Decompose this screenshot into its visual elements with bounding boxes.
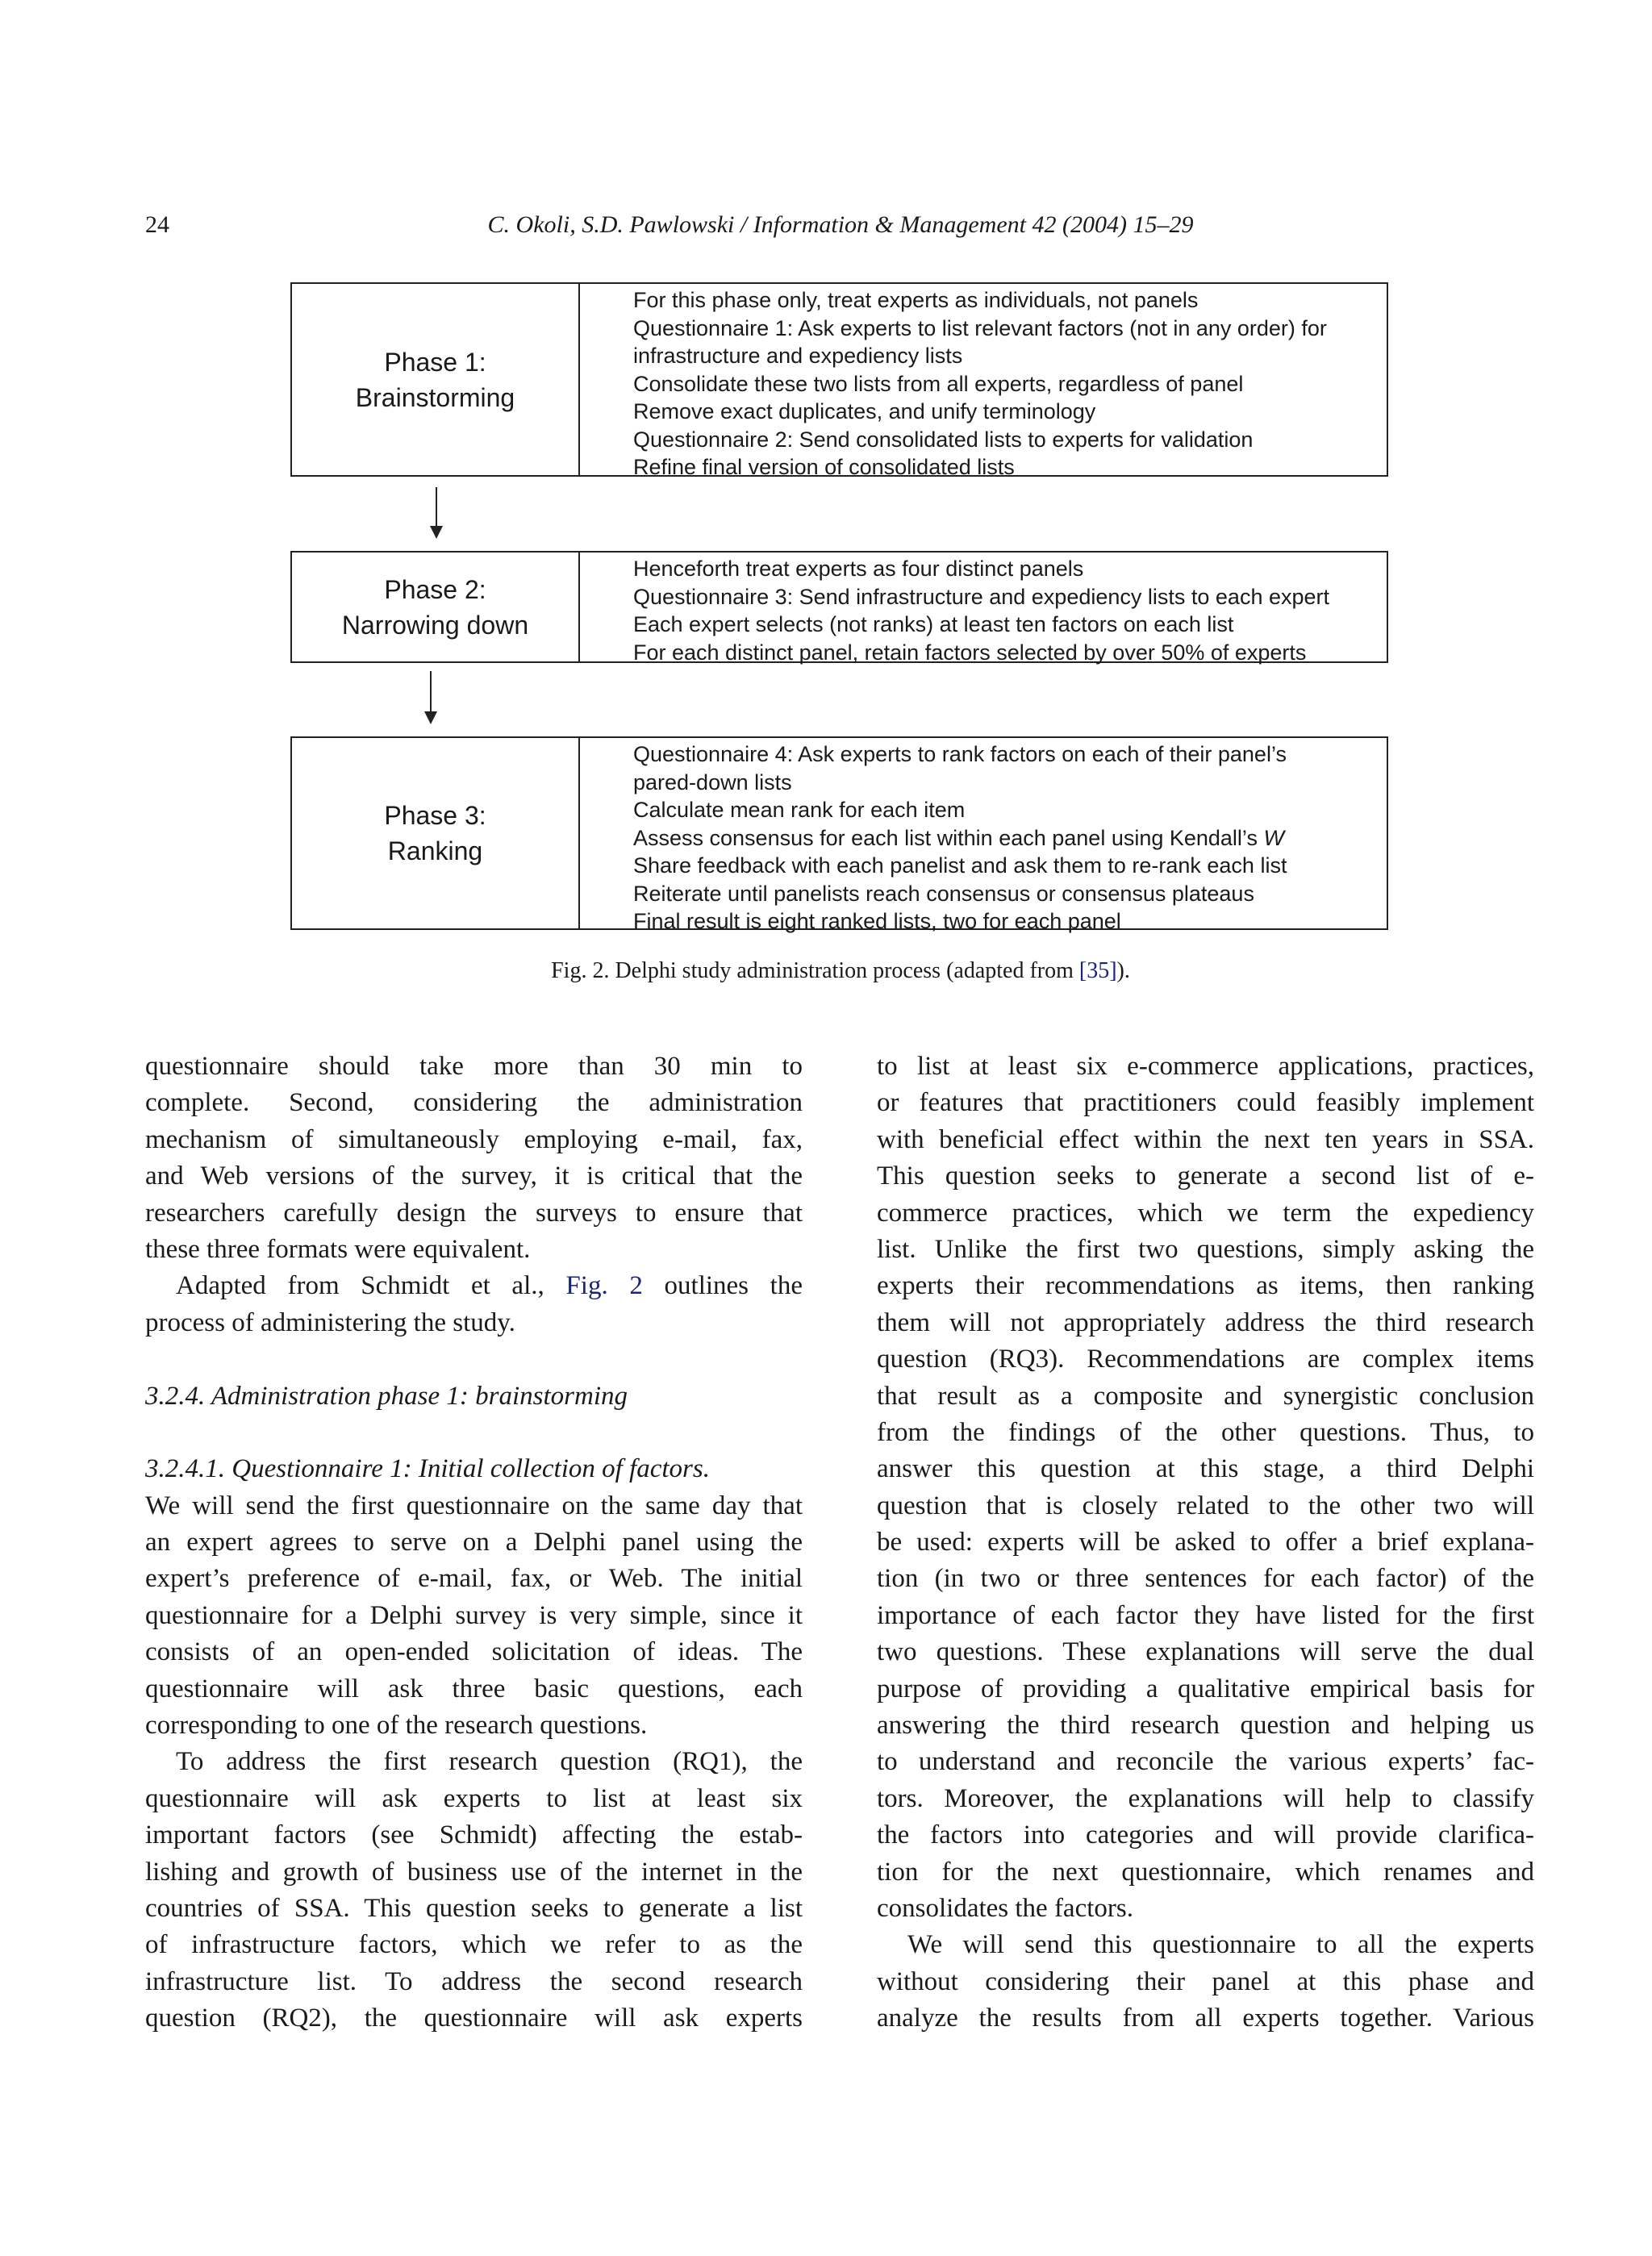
text-line: be used: experts will be asked to offer a brief explana-	[877, 1528, 1534, 1558]
phase-item: pared-down lists	[633, 769, 792, 794]
page-number: 24	[145, 211, 169, 238]
text-line: these three formats were equivalent.	[145, 1234, 531, 1264]
text-line: an expert agrees to serve on a Delphi panel using the	[145, 1528, 803, 1558]
phase-3-items	[580, 738, 1287, 933]
text-line: list. Unlike the first two questions, simply asking the	[877, 1234, 1534, 1264]
phase-item: Each expert selects (not ranks) at least ten factors on each list	[633, 612, 1234, 636]
text-line: countries of SSA. This question seeks to generate a list	[145, 1893, 803, 1923]
phase-item: For each distinct panel, retain factors selected by over 50% of experts	[633, 640, 1307, 665]
text-line: to list at least six e-commerce applications, practices,	[877, 1052, 1534, 1081]
text-line: tion (in two or three sentences for each factor) of the	[877, 1564, 1534, 1594]
text-line: of infrastructure factors, which we refer to as the	[145, 1930, 803, 1960]
text-line	[145, 1268, 803, 1304]
text-line: expert’s preference of e-mail, fax, or Web. The initial	[145, 1564, 803, 1594]
phase-item: Henceforth treat experts as four distinct panels	[633, 557, 1084, 581]
phase-item: For this phase only, treat experts as individuals, not panels	[633, 288, 1199, 312]
phase-item: Share feedback with each panelist and ask them to re-rank each list	[633, 853, 1287, 878]
text-line: questionnaire will ask experts to list at least six	[145, 1783, 803, 1813]
phase-label-line: Narrowing down	[341, 610, 529, 640]
text-line: to understand and reconcile the various experts’ fac-	[877, 1747, 1534, 1777]
phase-item: Questionnaire 1: Ask experts to list relevant factors (not in any order) for	[633, 315, 1327, 340]
text-line: We will send the first questionnaire on the same day that	[145, 1491, 803, 1520]
figure-caption	[0, 958, 1652, 984]
running-head: C. Okoli, S.D. Pawlowski / Information & Management 42 (2004) 15–29	[487, 211, 1194, 238]
phase-1-label	[292, 284, 580, 475]
phase-item: Refine final version of consolidated lists	[633, 455, 1015, 479]
text-line: purpose of providing a qualitative empirical basis for	[877, 1674, 1534, 1703]
text-line: researchers carefully design the surveys to ensure that	[145, 1198, 803, 1228]
phase-3-label	[292, 738, 580, 928]
text-line: with beneficial effect within the next ten years in SSA.	[877, 1124, 1534, 1154]
text-line: tion for the next questionnaire, which renames and	[877, 1857, 1534, 1887]
phase-3-box	[290, 736, 1388, 933]
text-line: question (RQ2), the questionnaire will ask experts	[145, 2004, 803, 2033]
section-heading: 3.2.4. Administration phase 1: brainstorming	[145, 1381, 628, 1411]
phase-label-line: Phase 1:	[384, 347, 486, 377]
text-line: the factors into categories and will provide clarifica-	[877, 1820, 1534, 1850]
text-line: commerce practices, which we term the expediency	[877, 1198, 1534, 1228]
phase-label-line: Brainstorming	[355, 382, 515, 412]
text-span: outlines the	[642, 1271, 803, 1301]
text-line: corresponding to one of the research questions.	[145, 1711, 648, 1741]
reference-link[interactable]: [35]	[1078, 958, 1117, 983]
text-line: tors. Moreover, the explanations will help to classify	[877, 1783, 1534, 1813]
phase-item: infrastructure and expediency lists	[633, 344, 963, 368]
text-line: questionnaire will ask three basic questions, each	[145, 1674, 803, 1703]
text-line: consists of an open-ended solicitation of ideas. The	[145, 1637, 803, 1667]
text-line: and Web versions of the survey, it is critical that the	[145, 1161, 803, 1191]
figure-link[interactable]: Fig. 2	[565, 1271, 643, 1301]
phase-item	[633, 824, 1287, 853]
subsection-heading: 3.2.4.1. Questionnaire 1: Initial collection of factors.	[145, 1454, 710, 1484]
phase-2-items	[580, 553, 1329, 665]
caption-text: ).	[1116, 958, 1130, 983]
text-line: complete. Second, considering the administration	[145, 1088, 803, 1118]
text-line: infrastructure list. To address the second research	[145, 1966, 803, 1996]
text-line: questionnaire for a Delphi survey is very simple, since it	[145, 1600, 803, 1630]
phase-item: Reiterate until panelists reach consensus or consensus plateaus	[633, 881, 1254, 906]
right-column	[877, 1049, 1534, 2037]
phase-item: Final result is eight ranked lists, two for each panel	[633, 909, 1121, 933]
down-arrow-icon	[436, 487, 437, 537]
phase-item-text: Assess consensus for each list within each panel using Kendall’s	[633, 825, 1258, 850]
blank-line	[145, 1341, 803, 1378]
text-line: answering the third research question and helping us	[877, 1711, 1534, 1741]
text-line: analyze the results from all experts together. Various	[877, 2004, 1534, 2033]
phase-label-line: Ranking	[387, 836, 483, 865]
phase-item: Calculate mean rank for each item	[633, 798, 966, 822]
phase-1-box	[290, 282, 1388, 477]
text-line: lishing and growth of business use of the internet in the	[145, 1857, 803, 1887]
text-line: importance of each factor they have listed for the first	[877, 1600, 1534, 1630]
text-line: consolidates the factors.	[877, 1893, 1133, 1923]
phase-1-items	[580, 284, 1327, 479]
text-line: To address the first research question (RQ1), the	[176, 1747, 803, 1777]
text-line: process of administering the study.	[145, 1307, 515, 1337]
text-line: experts their recommendations as items, then ranking	[877, 1271, 1534, 1301]
phase-item: Consolidate these two lists from all experts, regardless of panel	[633, 371, 1244, 396]
phase-item: Remove exact duplicates, and unify terminology	[633, 399, 1096, 423]
phase-label-line: Phase 3:	[384, 801, 486, 830]
phase-2-box	[290, 551, 1388, 663]
phase-item: Questionnaire 2: Send consolidated lists to experts for validation	[633, 427, 1254, 452]
text-line: that result as a composite and synergistic conclusion	[877, 1381, 1534, 1411]
text-line: questionnaire should take more than 30 min to	[145, 1052, 803, 1081]
caption-text: Fig. 2. Delphi study administration process (adapted from	[551, 958, 1079, 983]
phase-label-line: Phase 2:	[384, 574, 486, 604]
down-arrow-icon	[430, 671, 432, 723]
text-line: We will send this questionnaire to all the experts	[907, 1930, 1534, 1960]
text-line: or features that practitioners could feasibly implement	[877, 1088, 1534, 1118]
text-line: two questions. These explanations will serve the dual	[877, 1637, 1534, 1667]
phase-item: Questionnaire 4: Ask experts to rank factors on each of their panel’s	[633, 742, 1287, 766]
phase-2-label	[292, 553, 580, 661]
text-line: question (RQ3). Recommendations are complex items	[877, 1345, 1534, 1374]
blank-line	[145, 1415, 803, 1451]
text-line: answer this question at this stage, a third Delphi	[877, 1454, 1534, 1484]
text-line: them will not appropriately address the third research	[877, 1307, 1534, 1337]
text-line: from the findings of the other questions. Thus, to	[877, 1417, 1534, 1447]
text-line: This question seeks to generate a second list of e-	[877, 1161, 1534, 1191]
text-line: without considering their panel at this phase and	[877, 1966, 1534, 1996]
kendall-w: W	[1263, 825, 1284, 850]
text-line: mechanism of simultaneously employing e-mail, fax,	[145, 1124, 803, 1154]
text-line: question that is closely related to the other two will	[877, 1491, 1534, 1520]
phase-item: Questionnaire 3: Send infrastructure and expediency lists to each expert	[633, 584, 1329, 609]
text-span: Adapted from Schmidt et al.,	[176, 1271, 566, 1301]
left-column	[145, 1049, 803, 2037]
text-line: important factors (see Schmidt) affecting the estab-	[145, 1820, 803, 1850]
